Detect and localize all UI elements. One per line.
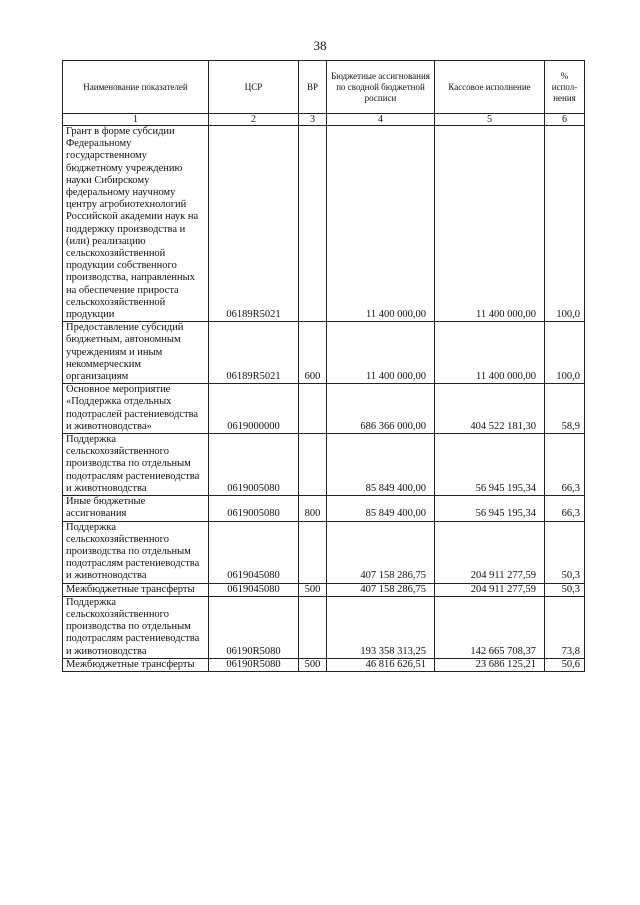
- row-vr-cell: 800: [299, 496, 327, 521]
- row-csr-cell: 06190R5080: [209, 658, 299, 671]
- row-budget-cell: 85 849 400,00: [327, 434, 435, 496]
- table-row: [63, 521, 585, 583]
- row-name-cell: Предоставление субсидий бюджетным, автономным учреждениям и иным некоммерческим организациям: [63, 322, 209, 384]
- header-csr: ЦСР: [209, 61, 299, 114]
- row-vr-cell: [299, 126, 327, 322]
- row-budget-cell: 686 366 000,00: [327, 384, 435, 434]
- row-vr-cell: [299, 521, 327, 583]
- row-budget-cell: 46 816 626,51: [327, 658, 435, 671]
- column-number: 4: [327, 114, 435, 126]
- row-pct-cell: 100,0: [545, 322, 585, 384]
- header-pct: % испол-нения: [545, 61, 585, 114]
- table-row: [63, 126, 585, 322]
- row-vr-cell: [299, 596, 327, 658]
- column-number-row: [63, 114, 585, 126]
- row-csr-cell: 06190R5080: [209, 596, 299, 658]
- row-budget-cell: 193 358 313,25: [327, 596, 435, 658]
- row-pct-cell: 66,3: [545, 496, 585, 521]
- table-row: [63, 583, 585, 596]
- row-cash-cell: 11 400 000,00: [435, 322, 545, 384]
- header-cash: Кассовое исполнение: [435, 61, 545, 114]
- row-budget-cell: 11 400 000,00: [327, 322, 435, 384]
- table-row: [63, 596, 585, 658]
- row-pct-cell: 100,0: [545, 126, 585, 322]
- row-name-cell: Межбюджетные трансферты: [63, 583, 209, 596]
- row-cash-cell: 142 665 708,37: [435, 596, 545, 658]
- row-cash-cell: 204 911 277,59: [435, 521, 545, 583]
- budget-execution-table: [62, 60, 585, 672]
- row-pct-cell: 50,6: [545, 658, 585, 671]
- row-budget-cell: 407 158 286,75: [327, 583, 435, 596]
- column-number: 5: [435, 114, 545, 126]
- row-pct-cell: 50,3: [545, 521, 585, 583]
- row-csr-cell: 0619005080: [209, 434, 299, 496]
- row-name-cell: Поддержка сельскохозяйственного производства по отдельным подотраслям растениеводства и животноводства: [63, 521, 209, 583]
- column-number: 6: [545, 114, 585, 126]
- column-number: 1: [63, 114, 209, 126]
- row-csr-cell: 0619045080: [209, 521, 299, 583]
- table-row: [63, 496, 585, 521]
- row-pct-cell: 66,3: [545, 434, 585, 496]
- row-csr-cell: 0619045080: [209, 583, 299, 596]
- page-number: 38: [313, 38, 327, 53]
- column-number: 3: [299, 114, 327, 126]
- row-cash-cell: 404 522 181,30: [435, 384, 545, 434]
- column-number: 2: [209, 114, 299, 126]
- header-row: [63, 61, 585, 114]
- table-row: [63, 658, 585, 671]
- row-cash-cell: 23 686 125,21: [435, 658, 545, 671]
- row-name-cell: Грант в форме субсидии Федеральному государственному бюджетному учреждению науки Сибирскому федеральному научному центру агробиотехнологий Российской академии наук на поддержку производства и (или) реализацию сельскохозяйственной продукции собственного производства, направленных на обеспечение прироста сельскохозяйственной продукции: [63, 126, 209, 322]
- table-row: [63, 322, 585, 384]
- row-vr-cell: 500: [299, 583, 327, 596]
- header-name: Наименование показателей: [63, 61, 209, 114]
- row-name-cell: Поддержка сельскохозяйственного производства по отдельным подотраслям растениеводства и животноводства: [63, 434, 209, 496]
- row-csr-cell: 0619000000: [209, 384, 299, 434]
- row-csr-cell: 0619005080: [209, 496, 299, 521]
- row-budget-cell: 85 849 400,00: [327, 496, 435, 521]
- row-pct-cell: 73,8: [545, 596, 585, 658]
- row-name-cell: Межбюджетные трансферты: [63, 658, 209, 671]
- row-name-cell: Иные бюджетные ассигнования: [63, 496, 209, 521]
- table-body: [63, 126, 585, 672]
- row-budget-cell: 407 158 286,75: [327, 521, 435, 583]
- row-budget-cell: 11 400 000,00: [327, 126, 435, 322]
- table-row: [63, 434, 585, 496]
- row-cash-cell: 204 911 277,59: [435, 583, 545, 596]
- row-pct-cell: 58,9: [545, 384, 585, 434]
- row-vr-cell: [299, 384, 327, 434]
- header-budget: Бюджетные ассигнования по сводной бюджетной росписи: [327, 61, 435, 114]
- row-cash-cell: 56 945 195,34: [435, 434, 545, 496]
- row-vr-cell: 500: [299, 658, 327, 671]
- row-cash-cell: 56 945 195,34: [435, 496, 545, 521]
- row-pct-cell: 50,3: [545, 583, 585, 596]
- row-csr-cell: 06189R5021: [209, 126, 299, 322]
- header-vr: ВР: [299, 61, 327, 114]
- row-csr-cell: 06189R5021: [209, 322, 299, 384]
- row-vr-cell: [299, 434, 327, 496]
- row-name-cell: Основное мероприятие «Поддержка отдельных подотраслей растениеводства и животноводства»: [63, 384, 209, 434]
- row-cash-cell: 11 400 000,00: [435, 126, 545, 322]
- row-name-cell: Поддержка сельскохозяйственного производства по отдельным подотраслям растениеводства и животноводства: [63, 596, 209, 658]
- table-row: [63, 384, 585, 434]
- row-vr-cell: 600: [299, 322, 327, 384]
